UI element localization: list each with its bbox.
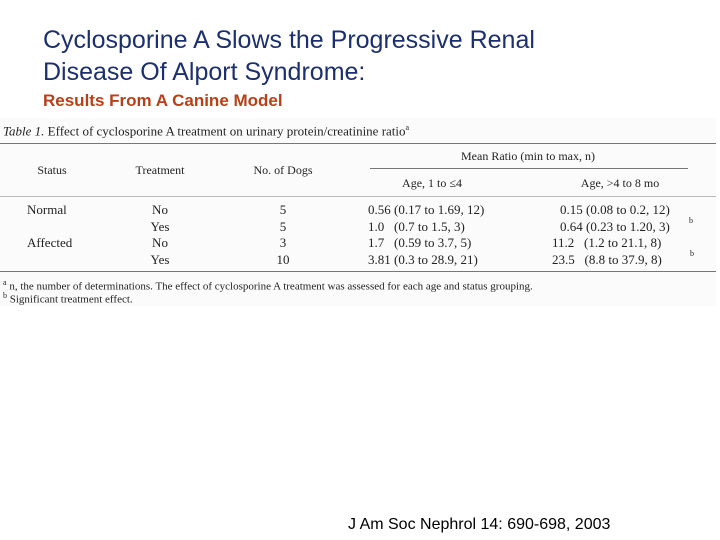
cell-dogs: 10	[276, 251, 290, 267]
cell-age2: 11.2 (1.2 to 21.1, 8)	[552, 235, 662, 250]
caption-label: Table 1.	[3, 123, 45, 139]
cell-age2: 23.5 (8.8 to 37.9, 8)	[552, 251, 662, 267]
header-dogs: No. of Dogs	[253, 163, 313, 177]
cell-treatment: No	[152, 235, 168, 250]
header-age1: Age, 1 to ≤4	[402, 176, 462, 190]
title-line-1: Cyclosporine A Slows the Progressive Renal	[43, 26, 535, 54]
rule-bottom	[0, 271, 716, 272]
cell-age1: 3.81 (0.3 to 28.9, 21)	[368, 251, 478, 267]
cell-age2: 0.15 (0.08 to 0.2, 12)	[560, 202, 670, 217]
table-caption	[3, 123, 409, 139]
significance-sup: b	[690, 248, 694, 258]
header-mean-ratio: Mean Ratio (min to max, n)	[461, 149, 595, 163]
cell-age2: 0.64 (0.23 to 1.20, 3)	[560, 218, 670, 234]
citation: J Am Soc Nephrol 14: 690-698, 2003	[348, 516, 611, 533]
slide-subtitle: Results From A Canine Model	[43, 91, 283, 110]
rule-top	[0, 143, 716, 144]
header-status: Status	[37, 163, 67, 177]
cell-dogs: 3	[279, 235, 287, 250]
cell-treatment: Yes	[150, 218, 170, 234]
rule-sub	[370, 168, 688, 169]
cell-status: Normal	[27, 202, 67, 217]
significance-sup: b	[689, 215, 693, 225]
header-age2: Age, >4 to 8 mo	[580, 176, 660, 190]
cell-age1: 0.56 (0.17 to 1.69, 12)	[368, 202, 485, 217]
title-line-2: Disease Of Alport Syndrome:	[43, 58, 366, 86]
slide-title	[43, 24, 535, 88]
caption-sup: a	[405, 123, 410, 132]
footnote-b-mark: b	[3, 291, 7, 300]
results-table	[0, 118, 716, 306]
cell-dogs: 5	[279, 218, 287, 234]
footnote-b-text: Significant treatment effect.	[9, 293, 133, 306]
rule-header	[0, 196, 716, 197]
footnote-a-text: n, the number of determinations. The effect of cyclosporine A treatment was assessed for each age and status grouping.	[9, 280, 533, 293]
cell-age1: 1.7 (0.59 to 3.7, 5)	[368, 235, 472, 250]
cell-treatment: Yes	[150, 251, 170, 267]
footnote-a-mark: a	[3, 278, 7, 287]
cell-status: Affected	[27, 235, 73, 250]
cell-dogs: 5	[279, 202, 287, 217]
cell-treatment: No	[152, 202, 168, 217]
header-treatment: Treatment	[135, 163, 185, 177]
cell-age1: 1.0 (0.7 to 1.5, 3)	[368, 218, 465, 234]
caption-text: Effect of cyclosporine A treatment on urinary protein/creatinine ratio	[47, 123, 406, 139]
footnote-b	[3, 291, 133, 306]
